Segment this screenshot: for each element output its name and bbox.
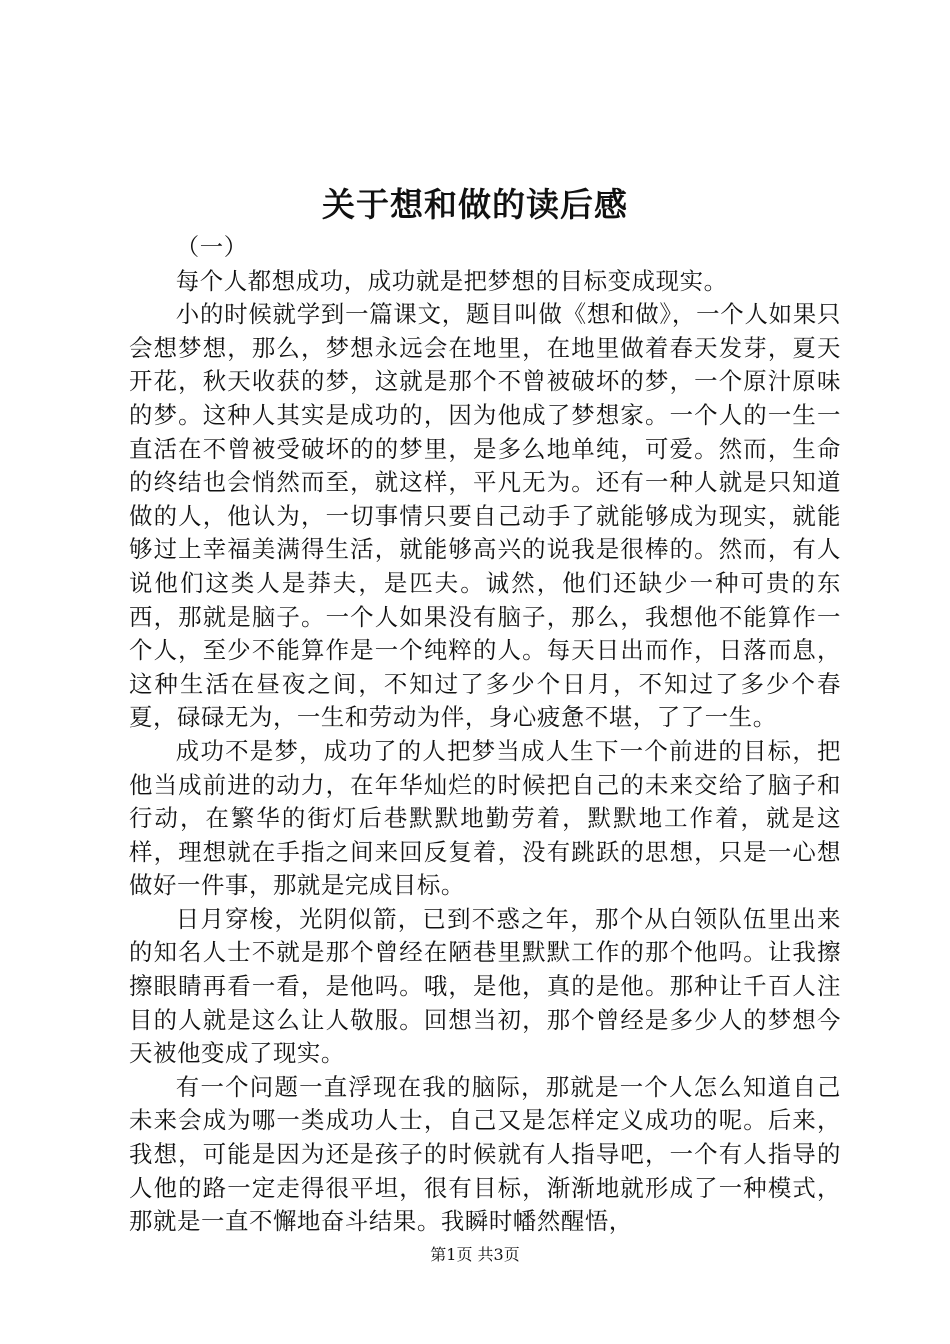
document-body xyxy=(129,231,841,1239)
paragraph: 成功不是梦，成功了的人把梦当成人生下一个前进的目标，把他当成前进的动力，在年华灿烂的时候把自己的未来交给了脑子和行动，在繁华的街灯后巷默默地勤劳着，默默地工作着，就是这样，理想就在手指之间来回反复着，没有跳跃的思想，只是一心想做好一件事，那就是完成目标。 xyxy=(129,736,841,900)
paragraph: 小的时候就学到一篇课文，题目叫做《想和做》，一个人如果只会想梦想，那么，梦想永远会在地里，在地里做着春天发芽，夏天开花，秋天收获的梦，这就是那个不曾被破坏的梦，一个原汁原味的梦。这种人其实是成功的，因为他成了梦想家。一个人的一生一直活在不曾被受破坏的的梦里，是多么地单纯，可爱。然而，生命的终结也会悄然而至，就这样，平凡无为。还有一种人就是只知道做的人，他认为，一切事情只要自己动手了就能够成为现实，就能够过上幸福美满得生活，就能够高兴的说我是很棒的。然而，有人说他们这类人是莽夫，是匹夫。诚然，他们还缺少一种可贵的东西，那就是脑子。一个人如果没有脑子，那么，我想他不能算作一个人，至少不能算作是一个纯粹的人。每天日出而作，日落而息，这种生活在昼夜之间，不知过了多少个日月，不知过了多少个春夏，碌碌无为，一生和劳动为伴，身心疲惫不堪，了了一生。 xyxy=(129,300,841,732)
page-footer: 第1页 共3页 xyxy=(430,1245,520,1264)
paragraph: 日月穿梭，光阴似箭，已到不惑之年，那个从白领队伍里出来的知名人士不就是那个曾经在陋巷里默默工作的那个他吗。让我擦擦眼睛再看一看，是他吗。哦，是他，真的是他。那种让千百人注目的人就是这么让人敬服。回想当初，那个曾经是多少人的梦想今天被他变成了现实。 xyxy=(129,904,841,1068)
paragraph: 每个人都想成功，成功就是把梦想的目标变成现实。 xyxy=(175,266,728,295)
document-title: 关于想和做的读后感 xyxy=(322,185,628,224)
section-marker: （一） xyxy=(175,233,248,261)
paragraph: 有一个问题一直浮现在我的脑际，那就是一个人怎么知道自己未来会成为哪一类成功人士，自己又是怎样定义成功的呢。后来，我想，可能是因为还是孩子的时候就有人指导吧，一个有人指导的人他的路一定走得很平坦，很有目标，渐渐地就形成了一种模式，那就是一直不懈地奋斗结果。我瞬时幡然醒悟， xyxy=(129,1072,841,1236)
